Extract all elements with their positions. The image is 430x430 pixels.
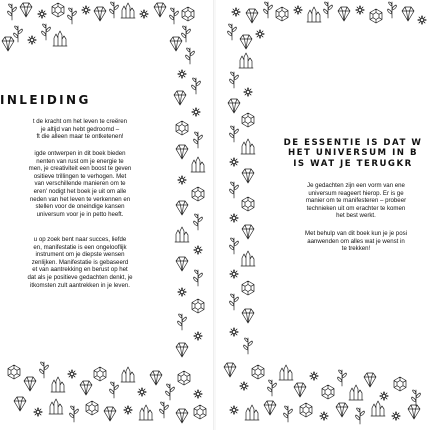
quote-heading: DE ESSENTIE IS DAT W HET UNIVERSUM IN B IS WAT JE TERUGKR: [283, 138, 423, 169]
intro-paragraph-3: u op zoek bent naar succes, liefde en, manifestatie is een ongelooflijk instrument om je diepste wensen zenlijken. Manifestatie is gebaseerd et van aantrekking en berust op het dat als je positieve gedachten denkt, je itkomsten zult aantrekken in je leven.: [27, 236, 133, 289]
intro-paragraph-1: t de kracht om het leven te creëren je altijd van hebt gedroomd – ft die alleen maar te ontketenen!: [32, 118, 128, 141]
right-page: [216, 0, 430, 430]
left-page: [0, 0, 214, 430]
body-paragraph-2: Met behulp van dit boek kun je je posi aanwenden om alles wat je wenst in te trekken!: [305, 230, 407, 253]
body-paragraph-1: Je gedachten zijn een vorm van ene universum reageert hierop. Er is ge manier om te manifesteren – probeer technieken uit om erachter te komen het best werkt.: [305, 182, 407, 220]
page-heading: INLEIDING: [0, 93, 91, 107]
intro-paragraph-2: igde ontwerpen in dit boek bieden nenten van rust om je energie te men, je creativiteit een boost te geven ositieve trillingen te verhogen. Met van verschillende manieren om te eren' nodigt het boek je uit om alle neden van het leven te verkennen en stellen voor de oneindige kansen universum voor je in petto heeft.: [28, 150, 132, 218]
